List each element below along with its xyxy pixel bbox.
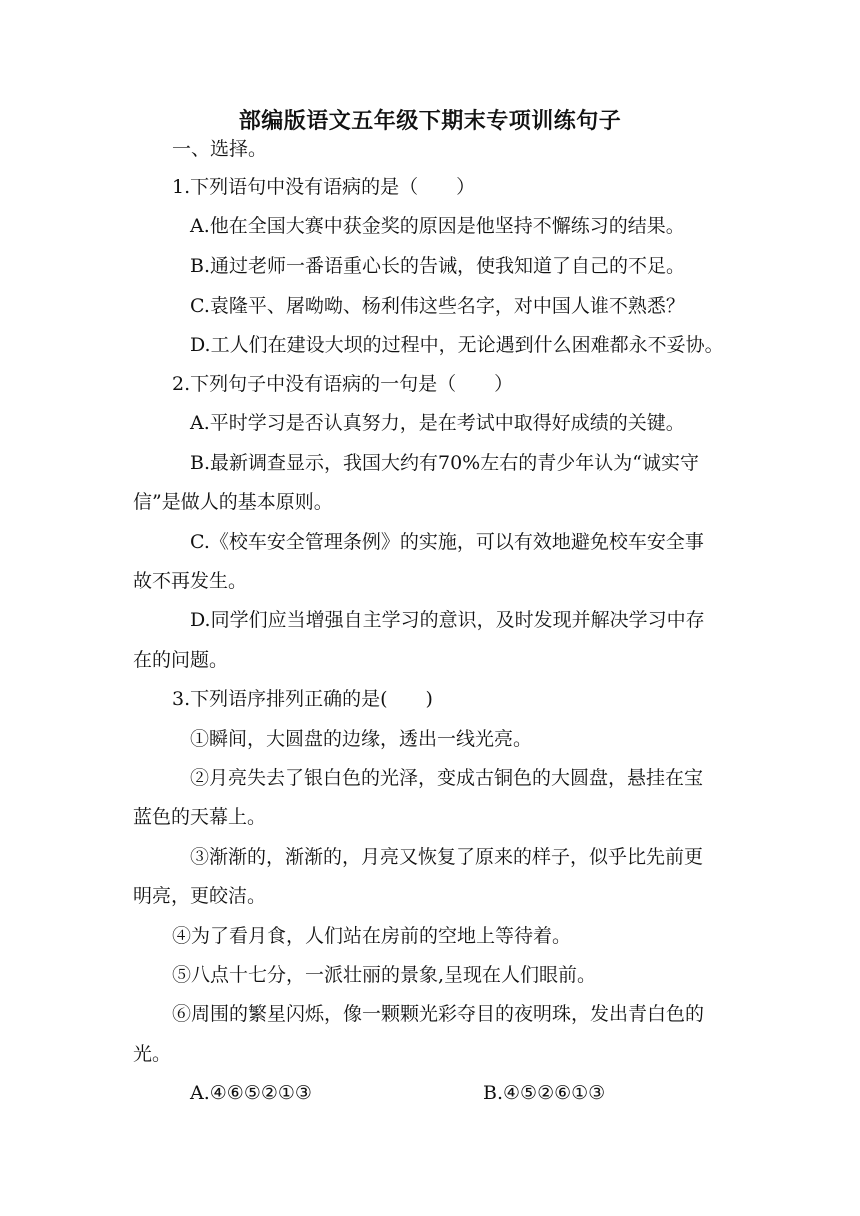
question-1-option-b: B.通过老师一番语重心长的告诫，使我知道了自己的不足。 [190, 255, 686, 277]
question-3-sentence-2-line2: 蓝色的天幕上。 [133, 806, 267, 828]
question-3-sentence-4: ④为了看月食，人们站在房前的空地上等待着。 [172, 925, 572, 947]
question-2-option-b-line1: B.最新调查显示，我国大约有70%左右的青少年认为“诚实守 [190, 452, 699, 474]
question-2-option-a: A.平时学习是否认真努力，是在考试中取得好成绩的关键。 [190, 412, 685, 434]
question-2-stem: 2.下列句子中没有语病的一句是（ ） [172, 373, 514, 395]
question-3-sentence-3-line1: ③渐渐的，渐渐的，月亮又恢复了原来的样子，似乎比先前更 [190, 846, 704, 868]
question-1-option-d: D.工人们在建设大坝的过程中，无论遇到什么困难都永不妥协。 [190, 334, 724, 356]
question-1-option-a: A.他在全国大赛中获金奖的原因是他坚持不懈练习的结果。 [190, 215, 685, 237]
document-title: 部编版语文五年级下期末专项训练句子 [238, 108, 622, 134]
question-3-sentence-2-line1: ②月亮失去了银白色的光泽，变成古铜色的大圆盘，悬挂在宝 [190, 767, 704, 789]
question-3-sentence-5: ⑤八点十七分，一派壮丽的景象,呈现在人们眼前。 [172, 964, 597, 986]
question-1-stem: 1.下列语句中没有语病的是（ ） [172, 176, 476, 198]
question-3-answer-b: B.④⑤②⑥①③ [483, 1082, 606, 1104]
question-2-option-c-line2: 故不再发生。 [133, 570, 248, 592]
question-3-answer-a: A.④⑥⑤②①③ [190, 1082, 312, 1104]
question-2-option-d-line1: D.同学们应当增强自主学习的意识，及时发现并解决学习中存 [190, 609, 705, 631]
question-1-option-c: C.袁隆平、屠呦呦、杨利伟这些名字，对中国人谁不熟悉？ [190, 295, 685, 317]
question-2-option-c-line1: C.《校车安全管理条例》的实施，可以有效地避免校车安全事 [190, 531, 704, 553]
question-2-option-b-line2: 信”是做人的基本原则。 [133, 491, 333, 513]
question-3-sentence-3-line2: 明亮，更皎洁。 [133, 885, 267, 907]
question-3-stem: 3.下列语序排列正确的是( ) [172, 688, 433, 710]
question-3-sentence-1: ①瞬间，大圆盘的边缘，透出一线光亮。 [190, 728, 533, 750]
section-heading: 一、选择。 [172, 138, 268, 160]
question-3-sentence-6-line2: 光。 [133, 1043, 172, 1065]
question-2-option-d-line2: 在的问题。 [133, 649, 229, 671]
question-3-sentence-6-line1: ⑥周围的繁星闪烁，像一颗颗光彩夺目的夜明珠，发出青白色的 [172, 1003, 705, 1025]
